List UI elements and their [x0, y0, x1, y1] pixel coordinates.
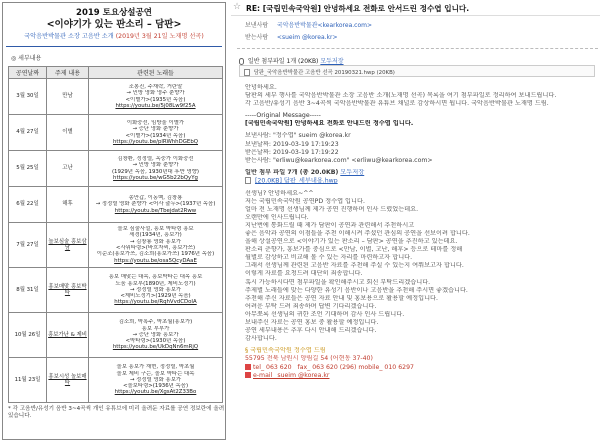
row-songs [89, 151, 223, 187]
song-line: 도움 흥보부(1890년, 제비노정기) [115, 280, 196, 287]
reply-body-line: 받는사람: "erliwu@kearkorea.com" <erliwu@kearkorea.com> [245, 156, 433, 164]
original-body-line: 아무쪼록 선생님의 귀한 조언 기대하며 감사 인사 드립니다. [245, 310, 405, 318]
song-line: → 증단 영화 흥보가 [132, 331, 179, 338]
document-divider [6, 46, 222, 47]
row-theme: 해후 [47, 187, 89, 223]
row-songs [89, 358, 223, 403]
sender-value[interactable]: 국악음반박물관<kearkorea.com> [276, 22, 373, 29]
email-view [231, 0, 600, 443]
phone-icon [245, 364, 251, 370]
original-body-line: 그래서 선생님께 관련된 고음반 자료를 추천해 주실 수 있는지 여쭤보고자 합니다. [245, 262, 464, 270]
email-body [245, 84, 597, 380]
receiver-row [245, 32, 338, 41]
signature-phone [245, 364, 597, 372]
original-body-line: 혹시 가능하시다면 첨부파일을 확인해주시고 회신 부탁드리겠습니다. [245, 278, 431, 286]
song-line: (1929년 녹음, 1930년대 후반 영향) [111, 168, 200, 175]
song-line: 놀보 심술사설, 흥보 박타령 흥보 [117, 226, 194, 233]
reply-body-line: 안녕하세요. [245, 84, 277, 91]
row-theme: 흥보가난 & 제비 [47, 313, 89, 358]
inline-attachment-label: 일반 첨부 파일 7개 (총 20.0KB) [245, 168, 339, 176]
original-body-line: 지난번에 통화드릴 때 제가 담판이 공연과 관련해서 추천하시고 [245, 221, 415, 229]
table-header-row [9, 67, 223, 79]
original-body-line: 올해 상설공연으로 <이야기가 있는 판소리 – 담판> 공연을 추진하고 있는데요. [245, 238, 458, 246]
song-line: → 증단 영화 춘향가 [132, 126, 179, 133]
document-subtitle-blue: 국악음반박물관 소장 고음반 소개 [24, 33, 114, 40]
song-link[interactable]: https://youtu.be/Tbejdat2Rww [114, 207, 197, 214]
original-body-line: 월별로 감상하고 비교해 볼 수 있는 자리를 마련하고자 합니다. [245, 254, 413, 262]
signature-org: § 국립민속국악원 정수엽 드림 [245, 347, 326, 355]
song-line: 세경(1934년, 흥보가) [129, 232, 182, 239]
sender-label: 보낸사람 [245, 22, 269, 29]
table-row [9, 115, 223, 151]
song-line: 흥보 부부가 [141, 325, 170, 332]
reply-body-line: 각 고음반/유성기 음반 3~4곡씩 국악음반박물관 유튜브 채널로 감상하시면 됩니다. 국악음반박물관 노재명 드림. [245, 100, 549, 108]
table-row [9, 187, 223, 223]
attachment-header [239, 56, 344, 65]
row-date: 4월 27일 [9, 115, 47, 151]
song-line: → 정정렬 영화 흥보가 [129, 286, 182, 293]
original-body-line: 주제별 노래들에 맞는 다양한 유성기 음반이나 고음반을 추천해 주시면 좋겠습니다. [245, 286, 468, 294]
signature-email-row [245, 372, 597, 380]
song-line: → 정정렬 영화 흥보가 [129, 376, 182, 383]
attachment-file-name[interactable]: 담판_국악음반박물관 고음반 선곡 20190321.hwp (20KB) [253, 70, 395, 76]
row-songs [89, 115, 223, 151]
section-label: ◎ 세부내용 [11, 55, 42, 62]
original-body-line: 감사합니다. [245, 335, 277, 343]
reply-body-line: [국립민속국악원] 안녕하세요 전화로 안내드린 정수엽 입니다. [245, 120, 414, 128]
original-body-line: 저는 국립민속국악원 공연PD 정수엽 입니다. [245, 197, 365, 205]
inline-attachment-file[interactable]: [20.0KB] 담판_세부내용.hwp [254, 177, 338, 185]
signature-email[interactable]: e-mail_ sueim @korea.kr [253, 371, 330, 379]
signature-org-text: 국립민속국악원 정수엽 드림 [250, 347, 326, 355]
table-row [9, 223, 223, 268]
row-date: 3월 30일 [9, 79, 47, 115]
song-link[interactable]: https://youtu.be/plRWhhDGEbQ [112, 138, 199, 145]
header-date: 공연날짜 [9, 67, 47, 79]
row-theme: 놀보심술 흥보삼남 [47, 223, 89, 268]
original-body-line: 선생님? 안녕하세요~^^ [245, 189, 314, 197]
row-date: 11월 23일 [9, 358, 47, 403]
header-theme: 주제 내용 [47, 67, 89, 79]
song-link[interactable]: https://youtu.be/XgsAt2Z33Bo [114, 389, 197, 396]
document-subtitle-red: (2019년 3월 21일 노재명 선곡) [115, 33, 204, 40]
row-date: 10월 26일 [9, 313, 47, 358]
row-date: 7월 27일 [9, 223, 47, 268]
original-body-line: 판소리 춘향가, 흥보가를 중심으로 <만남, 이별, 고난, 해후> 등으로 테마를 정해 [245, 246, 463, 254]
row-songs [89, 223, 223, 268]
hwp-inline-icon [245, 177, 251, 184]
row-theme: 이별 [47, 115, 89, 151]
original-body-line: 공연 세부내용은 추후 다시 안내해 드리겠습니다. [245, 327, 377, 335]
document-header [3, 3, 225, 41]
row-theme: 만남 [47, 79, 89, 115]
table-row [9, 151, 223, 187]
email-body-original [245, 190, 597, 344]
table-row [9, 268, 223, 313]
original-body-line: 추천해 주신 자료들은 공연 자료 안내 및 홍보용으로 활용할 예정입니다. [245, 294, 439, 302]
receiver-value[interactable]: <sueim @korea.kr> [276, 34, 338, 41]
table-row [9, 313, 223, 358]
original-body-line: 좋은 음악과 공연의 이점들을 추천 이해시켜 주셨던 관심의 공연을 선보이려 합니다. [245, 230, 470, 237]
song-line: 이화중선, 임방울 이별가 [126, 119, 185, 126]
schedule-document [2, 2, 226, 440]
row-theme: 고난 [47, 151, 89, 187]
song-line: → 김창룡 영화 흥보가 [129, 238, 182, 245]
song-link[interactable]: https://youtu.be/RqhVvdCDoIA [114, 299, 197, 306]
song-line: <이별가>(1934년 녹음) [125, 132, 186, 139]
reply-body-line: 담판의 세부 행사를 국악음반박물관 소장 고음반 소개(노재명 선곡) 목록을 여기 첨부파일로 정리하여 보내드립니다. [245, 92, 557, 100]
star-icon[interactable]: ☆ [233, 2, 242, 12]
hwp-file-icon [244, 69, 250, 76]
schedule-body [9, 79, 223, 403]
attachment-box[interactable] [239, 65, 595, 77]
signature-address: 55795 전북 남원시 양림길 54 (어현동 37-40) [245, 355, 373, 363]
document-subtitle-line [3, 33, 225, 41]
sender-row [245, 20, 372, 29]
row-date: 8월 31일 [9, 268, 47, 313]
song-line: → 민방 영화 영주 춘향가 [126, 90, 185, 97]
original-body-line: 어려운 부탁 드려 죄송하며 답변 기다리겠습니다. [245, 302, 377, 310]
document-title: 2019 토요상설공연 [76, 8, 152, 18]
row-songs [89, 79, 223, 115]
reply-body-line: 받은날짜: 2019-03-19 17:19:22 [245, 148, 339, 156]
inline-save-all-link[interactable]: 모두저장 [340, 168, 365, 176]
song-line: 놀보 흥보가 재현, 정정렬, 박초월 [116, 364, 195, 371]
original-body-line: 오랜만에 인사드립니다. [245, 213, 309, 221]
row-songs [89, 187, 223, 223]
song-line: → 정정렬 영화 춘향가 <어사 출두>(1937년 녹음) [95, 201, 216, 208]
row-songs [89, 313, 223, 358]
save-all-link[interactable]: 모두저장 [320, 58, 344, 65]
header-songs: 관련된 노래들 [89, 67, 223, 79]
row-songs [89, 268, 223, 313]
email-subject: RE: [국립민속국악원] 안녕하세요 전화로 안서드린 정수엽 입니다. [246, 4, 470, 13]
song-link[interactable]: https://youtu.be/UkDqNn6mRjQ [112, 344, 199, 351]
signature-fax: fax_ 063 620 (296) mobile_ 010 6297 [297, 363, 414, 371]
song-line: <놀보타령>(1936년 녹음) [122, 383, 189, 390]
original-body-line: 이렇게 자료를 요청드려 대단히 죄송합니다. [245, 270, 363, 278]
song-link[interactable]: https://youtu.be/osa5QcyDAaE [114, 257, 197, 264]
song-line: <사위타령>(바흐자씨, 흥보가쓰) [115, 245, 196, 251]
song-link[interactable]: https://youtu.be/wG5b22bQyYg [113, 174, 198, 181]
document-subtitle: <이야기가 있는 판소리 – 담판> [46, 19, 182, 30]
song-line: → 민방 영화 춘향가 [132, 162, 179, 169]
row-date: 6월 22일 [9, 187, 47, 223]
paperclip-icon [239, 58, 244, 65]
song-line: 김창환, 정정렬, 옥중가 이화중선 [117, 155, 194, 162]
table-row [9, 358, 223, 403]
song-line: <제비노정기>(1929년 녹음) [120, 293, 191, 300]
inline-attachment-row [245, 169, 597, 177]
receiver-label: 받는사람 [245, 34, 269, 41]
mail-icon [245, 372, 251, 378]
song-line: 흥보 매맞는 대목, 흥보박타는 대목 흥보 [108, 274, 203, 281]
schedule-table [8, 66, 223, 403]
row-theme: 흥보매맞 흥보박타 [47, 268, 89, 313]
table-row [9, 79, 223, 115]
song-line: 조봉진, 주재락, 거란말 [128, 83, 183, 90]
song-line: <박타령>(1930년 녹음) [125, 338, 186, 345]
header-divider [237, 48, 598, 49]
row-theme: 흥보시성 놀보매타 [47, 358, 89, 403]
reply-body-line: -----Original Message----- [245, 112, 321, 120]
song-line: 송만갑, 이동백, 김창룡 [128, 195, 183, 202]
document-footnote: * 각 고음반/유성기 음반 3~4곡씩 개인 유튜브에 미리 올려둔 자료를 공연 정보란에 올려 있습니다. [8, 406, 225, 419]
song-line: 김소희, 박록주, 박초월(흥보가) [118, 319, 193, 326]
email-subject-bar [231, 0, 600, 16]
original-body-line: 보내주신 자료는 공연 홍보 중 활용할 예정입니다. [245, 319, 379, 327]
song-line: 이순조(흥보가쓰, 김소희(흥보가쓰) 1976년 녹음) [96, 251, 215, 258]
row-date: 5월 25일 [9, 151, 47, 187]
song-line: 놀보 제비 구는, 놀보 박타는 대목 [116, 370, 195, 377]
inline-attachment-file-row [245, 177, 597, 186]
reply-body-line: 보낸날짜: 2019-03-19 17:19:23 [245, 140, 339, 148]
attachment-count: 일반 첨부파일 1개 (20KB) [247, 58, 319, 65]
song-link[interactable]: https://youtu.be/5j08Lw9f25A [115, 102, 196, 109]
song-line: <이별가>(1935년 녹음) [125, 96, 186, 103]
email-body-reply [245, 84, 597, 165]
original-body-line: 얼마 전 노재명 선생님께 제가 공연 진행하며 인사 드렸었는데요. [245, 205, 419, 213]
signature-tel: tel_ 063 620 [253, 363, 292, 371]
reply-body-line: 보낸사람: "정수엽" sueim @korea.kr [245, 132, 351, 140]
